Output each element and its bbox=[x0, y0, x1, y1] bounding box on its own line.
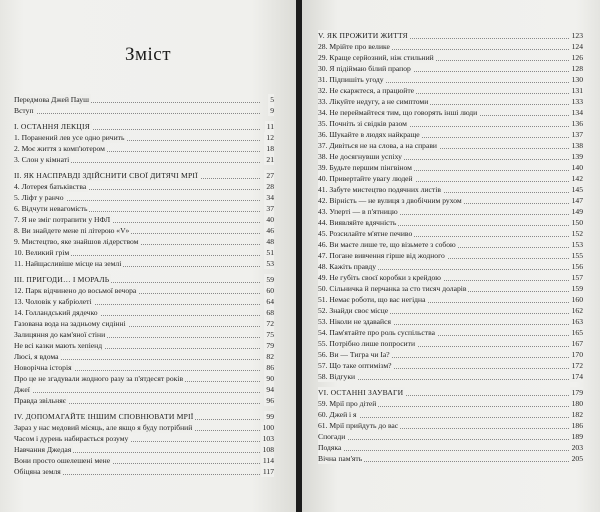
toc-list-left bbox=[14, 94, 274, 477]
toc-entry-title: Новорічна історія bbox=[14, 363, 72, 372]
toc-entry bbox=[14, 373, 274, 384]
toc-entry bbox=[14, 203, 274, 214]
toc-page-number: 21 bbox=[266, 155, 274, 164]
toc-entry bbox=[14, 455, 274, 466]
toc-entry-title: Навчання Джедая bbox=[14, 445, 72, 454]
toc-entry bbox=[318, 338, 583, 349]
toc-section-heading bbox=[318, 387, 583, 398]
toc-entry bbox=[318, 250, 583, 261]
toc-page-number: 114 bbox=[262, 456, 274, 465]
toc-page-number: 124 bbox=[571, 42, 583, 51]
toc-entry-title: 59. Мрії про дітей bbox=[318, 399, 377, 408]
toc-page-number: 136 bbox=[571, 119, 583, 128]
toc-entry-title: Залицяння до кам'яної стіни bbox=[14, 330, 106, 339]
toc-entry-title: 4. Лотерея батьківства bbox=[14, 182, 87, 191]
toc-entry-title: 6. Відчути невагомість bbox=[14, 204, 88, 213]
toc-page-number: 137 bbox=[571, 130, 583, 139]
toc-entry-title: 13. Чоловік у кабріолеті bbox=[14, 297, 92, 306]
toc-entry-title: 7. Я не зміг потрапити у НФЛ bbox=[14, 215, 111, 224]
toc-entry bbox=[14, 214, 274, 225]
toc-page-number: 138 bbox=[571, 141, 583, 150]
toc-entry bbox=[14, 94, 274, 105]
toc-entry bbox=[318, 371, 583, 382]
toc-page-number: 53 bbox=[266, 259, 274, 268]
toc-entry bbox=[318, 96, 583, 107]
toc-entry-title: 52. Знайди своє місце bbox=[318, 306, 389, 315]
toc-entry-title: Вічна пам'ять bbox=[318, 454, 363, 463]
toc-entry-title: 56. Ви — Тигра чи Іа? bbox=[318, 350, 390, 359]
toc-entry bbox=[14, 225, 274, 236]
toc-page-number: 162 bbox=[571, 306, 583, 315]
toc-entry-title: 44. Виявляйте вдячність bbox=[318, 218, 397, 227]
toc-page-number: 133 bbox=[571, 97, 583, 106]
toc-entry-title: 60. Джей і я bbox=[318, 410, 357, 419]
toc-entry-title: 43. Уперті — в п'ятницю bbox=[318, 207, 398, 216]
toc-entry-title: 8. Ви знайдете мене пі літерою «V» bbox=[14, 226, 130, 235]
toc-leader-dots bbox=[14, 113, 260, 114]
toc-entry bbox=[318, 431, 583, 442]
toc-entry-title: Подяка bbox=[318, 443, 342, 452]
toc-page-number: 155 bbox=[571, 251, 583, 260]
toc-entry-title: Зараз у нас медовий місяць, але якщо я буду потрібний bbox=[14, 423, 193, 432]
toc-entry-title: Люсі, я вдома bbox=[14, 352, 59, 361]
toc-section-heading bbox=[14, 170, 274, 181]
toc-entry-title: 3. Слон у кімнаті bbox=[14, 155, 70, 164]
toc-entry bbox=[318, 195, 583, 206]
toc-entry bbox=[14, 132, 274, 143]
toc-page-number: 180 bbox=[571, 399, 583, 408]
toc-entry-title: 37. Дивіться не на слова, а на справи bbox=[318, 141, 438, 150]
toc-entry-title: V. ЯК ПРОЖИТИ ЖИТТЯ bbox=[318, 31, 408, 40]
toc-entry-title: Джеї bbox=[14, 385, 30, 394]
toc-entry-title: 55. Потрібно лише попросити bbox=[318, 339, 416, 348]
toc-page-number: 163 bbox=[571, 317, 583, 326]
toc-entry-title: 50. Сільничка й перчанка за сто тисяч доларів bbox=[318, 284, 467, 293]
toc-entry bbox=[318, 349, 583, 360]
toc-page-number: 123 bbox=[571, 31, 583, 40]
toc-entry bbox=[14, 466, 274, 477]
toc-entry bbox=[318, 162, 583, 173]
toc-page-number: 28 bbox=[266, 182, 274, 191]
toc-page-number: 82 bbox=[266, 352, 274, 361]
toc-entry bbox=[14, 181, 274, 192]
toc-page-number: 145 bbox=[571, 185, 583, 194]
toc-page-number: 48 bbox=[266, 237, 274, 246]
toc-entry-title: 12. Парк відчинено до восьмої вечора bbox=[14, 286, 137, 295]
toc-entry bbox=[318, 74, 583, 85]
toc-entry bbox=[14, 296, 274, 307]
toc-entry bbox=[318, 305, 583, 316]
toc-page-number: 96 bbox=[266, 396, 274, 405]
toc-page-number: 12 bbox=[266, 133, 274, 142]
toc-page-number: 157 bbox=[571, 273, 583, 282]
toc-page-number: 165 bbox=[571, 328, 583, 337]
toc-entry bbox=[14, 307, 274, 318]
toc-entry-title: VI. ОСТАННІ ЗАУВАГИ bbox=[318, 388, 404, 397]
toc-entry-title: 9. Мистецтво, яке знайшов лідерством bbox=[14, 237, 139, 246]
toc-entry-title: 45. Розсилайте м'ятне печиво bbox=[318, 229, 413, 238]
toc-entry bbox=[14, 362, 274, 373]
toc-entry-title: IV. ДОПОМАГАЙТЕ ІНШИМ СПОВНЮВАТИ МРІЇ bbox=[14, 412, 194, 421]
toc-entry bbox=[318, 206, 583, 217]
toc-page-number: 152 bbox=[571, 229, 583, 238]
toc-page-number: 153 bbox=[571, 240, 583, 249]
toc-page-number: 86 bbox=[266, 363, 274, 372]
toc-entry-title: II. ЯК НАСПРАВДІ ЗДІЙСНИТИ СВОЇ ДИТЯЧІ МРІЇ bbox=[14, 171, 198, 180]
toc-page-number: 189 bbox=[571, 432, 583, 441]
toc-page-number: 117 bbox=[262, 467, 274, 476]
toc-entry bbox=[318, 360, 583, 371]
toc-entry-title: 39. Будьте першим пінгвіном bbox=[318, 163, 412, 172]
toc-entry-title: 51. Немає роботи, що вас негідна bbox=[318, 295, 426, 304]
toc-entry-title: Передмова Джей Пауш bbox=[14, 95, 89, 104]
toc-page-number: 182 bbox=[571, 410, 583, 419]
toc-entry-title: 41. Забуте мистецтво подячних листів bbox=[318, 185, 441, 194]
toc-page-number: 149 bbox=[571, 207, 583, 216]
toc-page-number: 170 bbox=[571, 350, 583, 359]
toc-entry bbox=[318, 294, 583, 305]
toc-entry-title: Вони просто ошелешені мене bbox=[14, 456, 111, 465]
left-page bbox=[0, 0, 296, 512]
toc-entry-title: Не всі казки мають хепіенд bbox=[14, 341, 103, 350]
toc-page-number: 156 bbox=[571, 262, 583, 271]
toc-page-number: 167 bbox=[571, 339, 583, 348]
toc-page-number: 75 bbox=[266, 330, 274, 339]
toc-entry-title: 35. Почніть зі свідків разом bbox=[318, 119, 407, 128]
toc-entry-title: 14. Голландський дядечко bbox=[14, 308, 98, 317]
toc-entry bbox=[14, 143, 274, 154]
toc-entry bbox=[14, 395, 274, 406]
toc-entry-title: 61. Мрії прийдуть до вас bbox=[318, 421, 399, 430]
toc-page-number: 60 bbox=[266, 286, 274, 295]
toc-entry bbox=[318, 316, 583, 327]
right-page bbox=[302, 0, 600, 512]
toc-leader-dots bbox=[318, 450, 569, 451]
toc-page-number: 100 bbox=[262, 423, 274, 432]
toc-entry-title: 32. Не скаржтеся, а працюйте bbox=[318, 86, 415, 95]
toc-entry-title: Правда звільняє bbox=[14, 396, 66, 405]
toc-entry bbox=[318, 398, 583, 409]
toc-entry bbox=[14, 422, 274, 433]
toc-page-number: 5 bbox=[270, 95, 274, 104]
toc-page-number: 68 bbox=[266, 308, 274, 317]
toc-section-heading bbox=[14, 411, 274, 422]
toc-page-number: 51 bbox=[266, 248, 274, 257]
toc-entry-title: 40. Привертайте увагу людей bbox=[318, 174, 413, 183]
toc-entry-title: Часом і дурень набирається розуму bbox=[14, 434, 129, 443]
toc-page-number: 108 bbox=[262, 445, 274, 454]
toc-entry-title: Газована вода на задньому сидінні bbox=[14, 319, 126, 328]
toc-page-number: 150 bbox=[571, 218, 583, 227]
toc-page-number: 160 bbox=[571, 295, 583, 304]
toc-entry bbox=[14, 329, 274, 340]
toc-page-number: 40 bbox=[266, 215, 274, 224]
toc-page-number: 46 bbox=[266, 226, 274, 235]
toc-section-heading bbox=[14, 121, 274, 132]
toc-page-number: 90 bbox=[266, 374, 274, 383]
toc-page-number: 94 bbox=[266, 385, 274, 394]
toc-page-number: 186 bbox=[571, 421, 583, 430]
toc-page-number: 103 bbox=[262, 434, 274, 443]
toc-page-number: 179 bbox=[571, 388, 583, 397]
toc-entry bbox=[318, 453, 583, 464]
toc-entry bbox=[318, 261, 583, 272]
toc-entry-title: 42. Вірність — не вулиця з двобічним рухом bbox=[318, 196, 462, 205]
toc-page-number: 205 bbox=[571, 454, 583, 463]
toc-entry-title: 57. Що таке оптимізм? bbox=[318, 361, 392, 370]
toc-entry-title: 34. Не переймайтеся тим, що говорять інші люди bbox=[318, 108, 478, 117]
toc-entry-title: 1. Поранений лев усе одно ричить bbox=[14, 133, 125, 142]
toc-page-number: 139 bbox=[571, 152, 583, 161]
toc-entry-title: 48. Кажіть правду bbox=[318, 262, 377, 271]
toc-page-number: 64 bbox=[266, 297, 274, 306]
toc-entry bbox=[14, 318, 274, 329]
toc-entry bbox=[14, 340, 274, 351]
toc-page-number: 203 bbox=[571, 443, 583, 452]
toc-page-number: 130 bbox=[571, 75, 583, 84]
toc-entry-title: 47. Погане вивчення гірше від жодного bbox=[318, 251, 445, 260]
toc-entry bbox=[14, 236, 274, 247]
toc-entry bbox=[14, 258, 274, 269]
toc-entry bbox=[14, 192, 274, 203]
toc-page-number: 131 bbox=[571, 86, 583, 95]
toc-entry-title: 58. Відгуки bbox=[318, 372, 356, 381]
toc-page-number: 142 bbox=[571, 174, 583, 183]
toc-entry bbox=[318, 63, 583, 74]
toc-entry-title: 31. Підпишіть угоду bbox=[318, 75, 384, 84]
toc-entry bbox=[318, 107, 583, 118]
toc-leader-dots bbox=[14, 392, 260, 393]
toc-entry bbox=[14, 433, 274, 444]
toc-entry-title: 29. Краще серйозний, ніж стильний bbox=[318, 53, 434, 62]
toc-page-number: 79 bbox=[266, 341, 274, 350]
toc-page-number: 159 bbox=[571, 284, 583, 293]
toc-entry-title: Спогади bbox=[318, 432, 346, 441]
toc-entry-title: 5. Ліфт у ранчо bbox=[14, 193, 64, 202]
toc-entry-title: III. ПРИГОДИ… І МОРАЛЬ bbox=[14, 275, 110, 284]
toc-entry-title: Обіцяна земля bbox=[14, 467, 61, 476]
toc-section-heading bbox=[318, 30, 583, 41]
toc-entry-title: 33. Лікуйте недугу, а не симптоми bbox=[318, 97, 429, 106]
toc-page-number: 174 bbox=[571, 372, 583, 381]
toc-page-number: 11 bbox=[266, 122, 274, 131]
toc-entry bbox=[318, 85, 583, 96]
toc-page-number: 59 bbox=[266, 275, 274, 284]
toc-entry-title: 36. Шукайте в людях найкраще bbox=[318, 130, 420, 139]
toc-entry bbox=[318, 151, 583, 162]
toc-entry-title: 54. Пам'ятайте про роль суспільства bbox=[318, 328, 435, 337]
toc-entry bbox=[318, 327, 583, 338]
toc-entry bbox=[318, 118, 583, 129]
toc-entry-title: 46. Ви маєте лише те, що візьмете з собою bbox=[318, 240, 456, 249]
toc-page-number: 134 bbox=[571, 108, 583, 117]
toc-entry-title: 2. Моє життя з комп'ютером bbox=[14, 144, 105, 153]
toc-entry bbox=[14, 384, 274, 395]
toc-page-number: 37 bbox=[266, 204, 274, 213]
toc-entry bbox=[318, 52, 583, 63]
toc-entry bbox=[14, 247, 274, 258]
toc-page-number: 147 bbox=[571, 196, 583, 205]
toc-entry-title: 28. Мрійте про велике bbox=[318, 42, 390, 51]
toc-entry-title: 30. Я підіймаю білий прапор bbox=[318, 64, 411, 73]
toc-page-number: 140 bbox=[571, 163, 583, 172]
toc-list-right bbox=[318, 25, 583, 464]
toc-entry bbox=[14, 285, 274, 296]
toc-entry bbox=[318, 217, 583, 228]
toc-page-number: 99 bbox=[266, 412, 274, 421]
toc-entry-title: 10. Великий грім bbox=[14, 248, 70, 257]
toc-entry-title: 38. Не досягнувши успіху bbox=[318, 152, 402, 161]
toc-entry bbox=[318, 272, 583, 283]
toc-entry bbox=[14, 351, 274, 362]
toc-entry bbox=[318, 239, 583, 250]
toc-page-number: 18 bbox=[266, 144, 274, 153]
toc-entry-title: 53. Ніколи не здавайся bbox=[318, 317, 391, 326]
toc-entry bbox=[318, 184, 583, 195]
toc-entry-title: 49. Не губіть своєї коробки з крейдою bbox=[318, 273, 441, 282]
toc-entry-title: Про це не згадували жодного разу за п'ятдесят років bbox=[14, 374, 184, 383]
toc-page-number: 34 bbox=[266, 193, 274, 202]
toc-entry bbox=[318, 442, 583, 453]
toc-page-number: 128 bbox=[571, 64, 583, 73]
toc-leader-dots bbox=[318, 439, 569, 440]
toc-entry bbox=[318, 409, 583, 420]
toc-title: Зміст bbox=[124, 44, 172, 65]
toc-entry bbox=[318, 129, 583, 140]
toc-entry bbox=[318, 283, 583, 294]
toc-entry-title: Вступ bbox=[14, 106, 34, 115]
toc-page-number: 172 bbox=[571, 361, 583, 370]
toc-entry bbox=[318, 41, 583, 52]
toc-entry bbox=[14, 105, 274, 116]
toc-page-number: 9 bbox=[270, 106, 274, 115]
toc-entry-title: 11. Найщасливіше місце на землі bbox=[14, 259, 122, 268]
toc-entry bbox=[318, 420, 583, 431]
toc-section-heading bbox=[14, 274, 274, 285]
toc-entry bbox=[318, 228, 583, 239]
toc-entry bbox=[14, 154, 274, 165]
toc-page-number: 72 bbox=[266, 319, 274, 328]
toc-page-number: 27 bbox=[266, 171, 274, 180]
toc-page-number: 126 bbox=[571, 53, 583, 62]
toc-entry-title: I. ОСТАННЯ ЛЕКЦІЯ bbox=[14, 122, 90, 131]
toc-entry bbox=[14, 444, 274, 455]
toc-entry bbox=[318, 173, 583, 184]
toc-entry bbox=[318, 140, 583, 151]
